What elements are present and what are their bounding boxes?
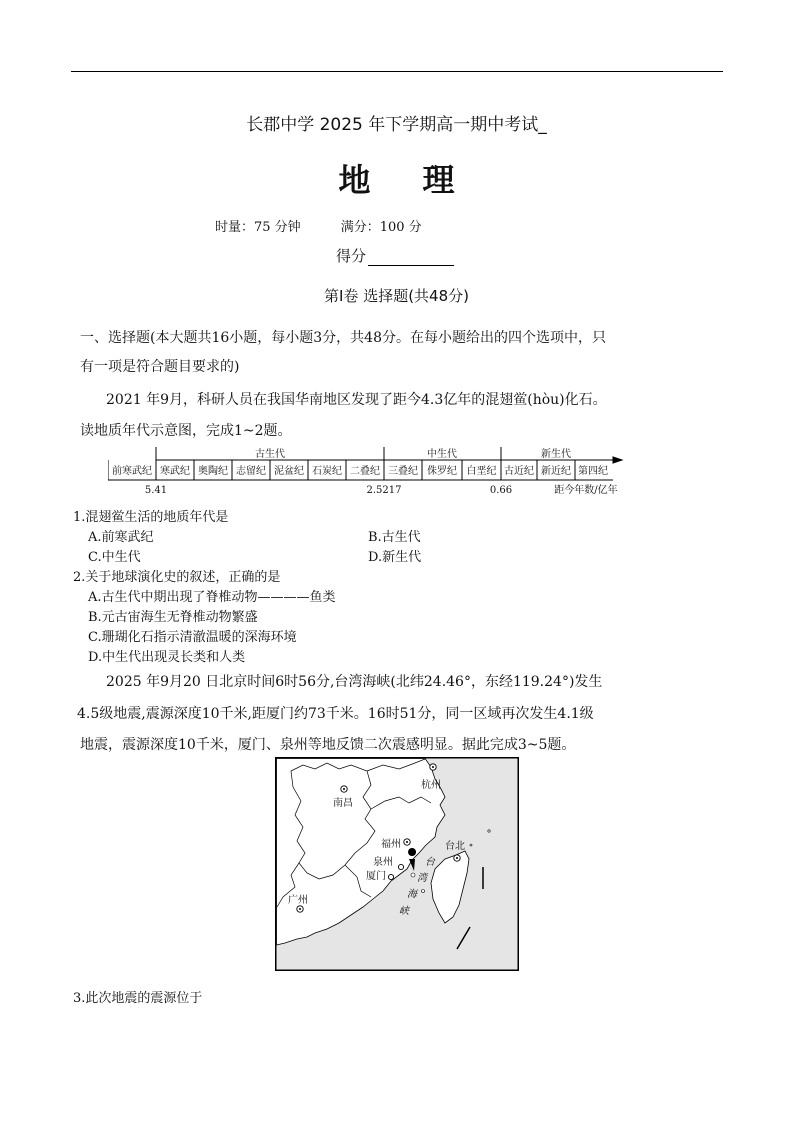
island bbox=[470, 844, 472, 846]
city-label-taibei: 台北 bbox=[445, 841, 465, 852]
period-label: 侏罗纪 bbox=[427, 466, 457, 477]
strait-label-char: 台 bbox=[425, 857, 435, 868]
score-blank-line[interactable] bbox=[368, 251, 454, 266]
island bbox=[488, 830, 490, 832]
period-label: 第四纪 bbox=[578, 466, 608, 477]
q2-option-b[interactable]: B.元古宙海生无脊椎动物繁盛 bbox=[88, 610, 258, 625]
city-label-xiamen: 厦门 bbox=[366, 871, 386, 882]
axis-label: 距今年数/亿年 bbox=[554, 485, 618, 496]
instructions-line-2: 有一项是符合题目要求的) bbox=[80, 359, 240, 375]
era-label: 新生代 bbox=[541, 449, 571, 460]
period-label: 二叠纪 bbox=[350, 466, 380, 477]
passage2-line-1: 2025 年9月20 日北京时间6时56分,台湾海峡(北纬24.46°，东经119.24°)发生 bbox=[106, 674, 603, 690]
period-label: 石炭纪 bbox=[312, 466, 342, 477]
city-marker-quanzhou bbox=[398, 864, 403, 869]
passage1-line-1: 2021 年9月，科研人员在我国华南地区发现了距今4.3亿年的混翅鲎(hòu)化石。 bbox=[106, 392, 607, 408]
taiwan-strait-map bbox=[275, 757, 519, 971]
question-3-stem: 3.此次地震的震源位于 bbox=[73, 991, 203, 1006]
q2-option-d[interactable]: D.中生代出现灵长类和人类 bbox=[88, 650, 246, 665]
exam-meta bbox=[215, 216, 422, 235]
subject-title bbox=[0, 155, 793, 201]
passage1-line-2: 读地质年代示意图，完成1~2题。 bbox=[80, 423, 292, 439]
city-label-hangzhou: 杭州 bbox=[421, 780, 441, 791]
subject-char: 理 bbox=[422, 161, 455, 199]
strait-label-char: 湾 bbox=[417, 873, 427, 884]
exam-title: 长郡中学 2025 年下学期高一期中考试_ bbox=[246, 115, 547, 135]
time-limit: 时量：75 分钟 bbox=[215, 220, 301, 235]
tick-label: 0.66 bbox=[489, 485, 513, 496]
island bbox=[422, 890, 425, 893]
subject-char: 地 bbox=[338, 161, 371, 199]
score-field bbox=[336, 245, 454, 266]
strait-label-char: 峡 bbox=[399, 906, 409, 917]
strait-label-char: 海 bbox=[407, 889, 417, 900]
instructions-line-1: 一、选择题(本大题共16小题，每小题3分，共48分。在每小题给出的四个选项中，只 bbox=[80, 330, 606, 346]
q1-option-b[interactable]: B.古生代 bbox=[368, 530, 421, 545]
city-marker-xiamen bbox=[388, 874, 393, 879]
city-label-quanzhou: 泉州 bbox=[373, 857, 393, 868]
period-label: 志留纪 bbox=[236, 466, 266, 477]
city-label-nanchang: 南昌 bbox=[333, 798, 353, 809]
question-2-stem: 2.关于地球演化史的叙述，正确的是 bbox=[73, 570, 281, 585]
period-label: 前寒武纪 bbox=[112, 466, 152, 477]
q1-option-a[interactable]: A.前寒武纪 bbox=[88, 530, 154, 545]
section-title: 第Ⅰ卷 选择题(共48分) bbox=[324, 287, 469, 305]
q1-option-d[interactable]: D.新生代 bbox=[368, 550, 422, 565]
island bbox=[411, 873, 415, 877]
geologic-timeline bbox=[108, 442, 628, 500]
passage2-line-2: 4.5级地震,震源深度10千米,距厦门约73千米。16时51分，同一区域再次发生4.1级 bbox=[77, 706, 594, 722]
period-label: 白垩纪 bbox=[466, 466, 497, 477]
tick-label: 5.41 bbox=[144, 485, 168, 496]
period-label: 三叠纪 bbox=[388, 466, 418, 477]
q2-option-a[interactable]: A.古生代中期出现了脊椎动物————鱼类 bbox=[88, 590, 336, 605]
period-label: 泥盆纪 bbox=[274, 466, 304, 477]
period-label: 新近纪 bbox=[541, 466, 571, 477]
period-label: 奥陶纪 bbox=[198, 466, 228, 477]
period-label: 寒武纪 bbox=[160, 466, 190, 477]
q2-option-c[interactable]: C.珊瑚化石指示清澈温暖的深海环境 bbox=[88, 630, 297, 645]
full-score: 满分：100 分 bbox=[340, 220, 422, 235]
city-label-guangzhou: 广州 bbox=[288, 895, 308, 906]
question-1-stem: 1.混翅鲎生活的地质年代是 bbox=[73, 510, 229, 525]
era-label: 中生代 bbox=[427, 449, 457, 460]
era-label: 古生代 bbox=[255, 449, 285, 460]
tick-label: 2.5217 bbox=[366, 485, 402, 496]
q1-option-c[interactable]: C.中生代 bbox=[88, 550, 141, 565]
score-label: 得分 bbox=[336, 247, 367, 265]
top-rule bbox=[71, 71, 723, 72]
period-label: 古近纪 bbox=[504, 466, 534, 477]
city-label-fuzhou: 福州 bbox=[381, 839, 401, 850]
passage2-line-3: 地震，震源深度10千米，厦门、泉州等地反馈二次震感明显。据此完成3~5题。 bbox=[80, 737, 576, 753]
